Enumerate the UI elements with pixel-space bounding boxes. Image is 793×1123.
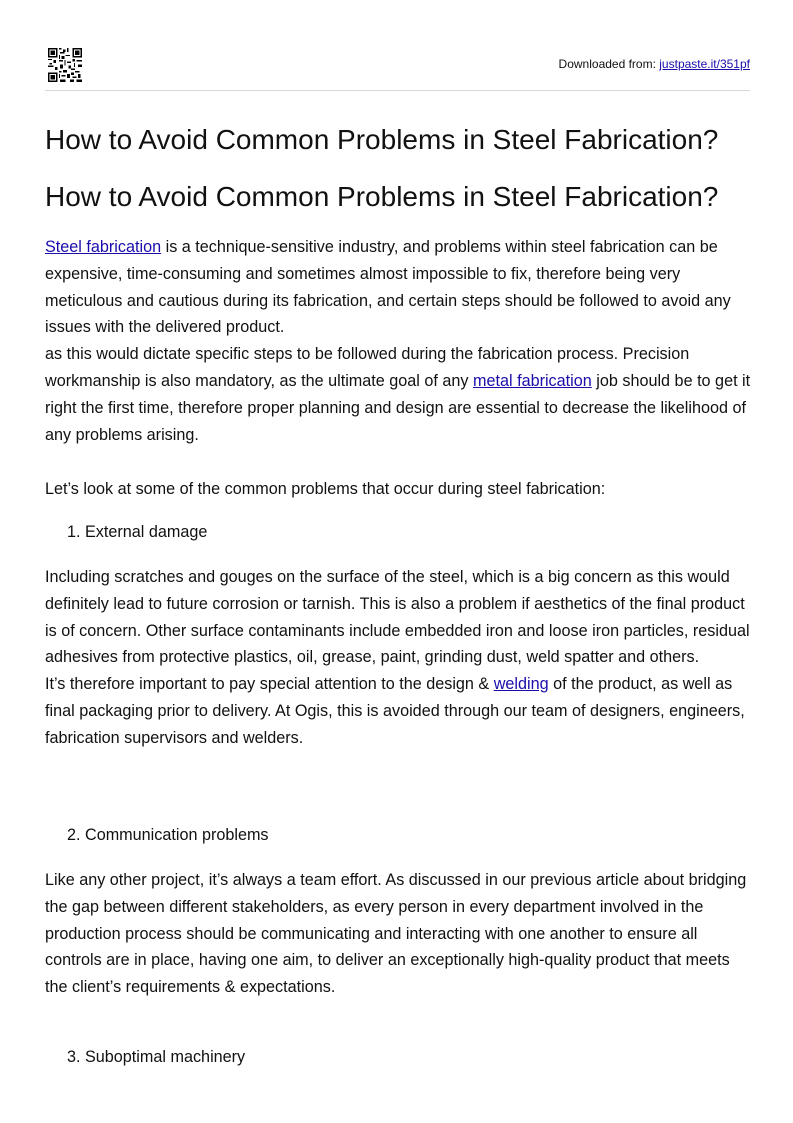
download-source-link[interactable]: justpaste.it/351pf (659, 57, 750, 71)
intro-paragraph-2-text-b: job should be to get it right the first time, therefore proper planning and design are essential to decrease the likelihood of any problems arising. (45, 371, 751, 444)
intro-paragraph-1 (45, 234, 752, 341)
communication-section (45, 867, 752, 1001)
intro-paragraph-2 (45, 341, 752, 448)
list-item-suboptimal-machinery: 3. Suboptimal machinery (67, 1048, 246, 1066)
external-damage-section (45, 564, 752, 752)
intro-section (45, 234, 752, 448)
page-title: How to Avoid Common Problems in Steel Fabrication? (45, 124, 719, 155)
metal-fabrication-link[interactable]: metal fabrication (472, 371, 592, 390)
external-damage-paragraph-2-text-a: It’s therefore important to pay special attention to the design & (45, 675, 494, 694)
communication-paragraph-1: Like any other project, it’s always a team effort. As discussed in our previous article about bridging the gap between different stakeholders, as every person in every department involved in the production process should be communicating and interacting with one another to ensure all controls are in place, having one aim, to deliver an exceptionally high-quality product that meets the client’s requirements & expectations. (45, 871, 747, 997)
download-source-label: Downloaded from: (558, 57, 660, 71)
article-title: How to Avoid Common Problems in Steel Fabrication? (45, 181, 719, 212)
external-damage-paragraph-2-text-b: of the product, as well as final packaging prior to delivery. At Ogis, this is avoided through our team of designers, engineers, fabrication supervisors and welders. (45, 675, 745, 747)
external-damage-paragraph-1: Including scratches and gouges on the surface of the steel, which is a big concern as this would definitely lead to future corrosion or tarnish. This is also a problem if aesthetics of the final product is of concern. Other surface contaminants include embedded iron and loose iron particles, residual adhesives from protective plastics, oil, grease, paint, grinding dust, weld spatter and others. (45, 568, 750, 667)
intro-paragraph-2-text-a: as this would dictate specific steps to be followed during the fabrication process. Precision workmanship is also mandatory, as the ultimate goal of any (45, 345, 690, 390)
lead-paragraph: Let’s look at some of the common problems that occur during steel fabrication: (45, 480, 606, 498)
qr-code-icon (48, 48, 82, 82)
steel-fabrication-link[interactable]: Steel fabrication (45, 238, 162, 256)
welding-link[interactable]: welding (493, 675, 549, 694)
page-header (45, 46, 750, 91)
list-item-communication-problems: 2. Communication problems (67, 826, 269, 844)
download-source (559, 57, 750, 71)
list-item-external-damage: 1. External damage (67, 523, 208, 541)
external-damage-paragraph-2 (45, 671, 752, 751)
intro-paragraph-1-text: is a technique-sensitive industry, and problems within steel fabrication can be expensive, time-consuming and sometimes almost impossible to fix, therefore being very meticulous and cautious during its fabrication, and certain steps should be followed to avoid any issues with the delivered product. (45, 238, 731, 337)
